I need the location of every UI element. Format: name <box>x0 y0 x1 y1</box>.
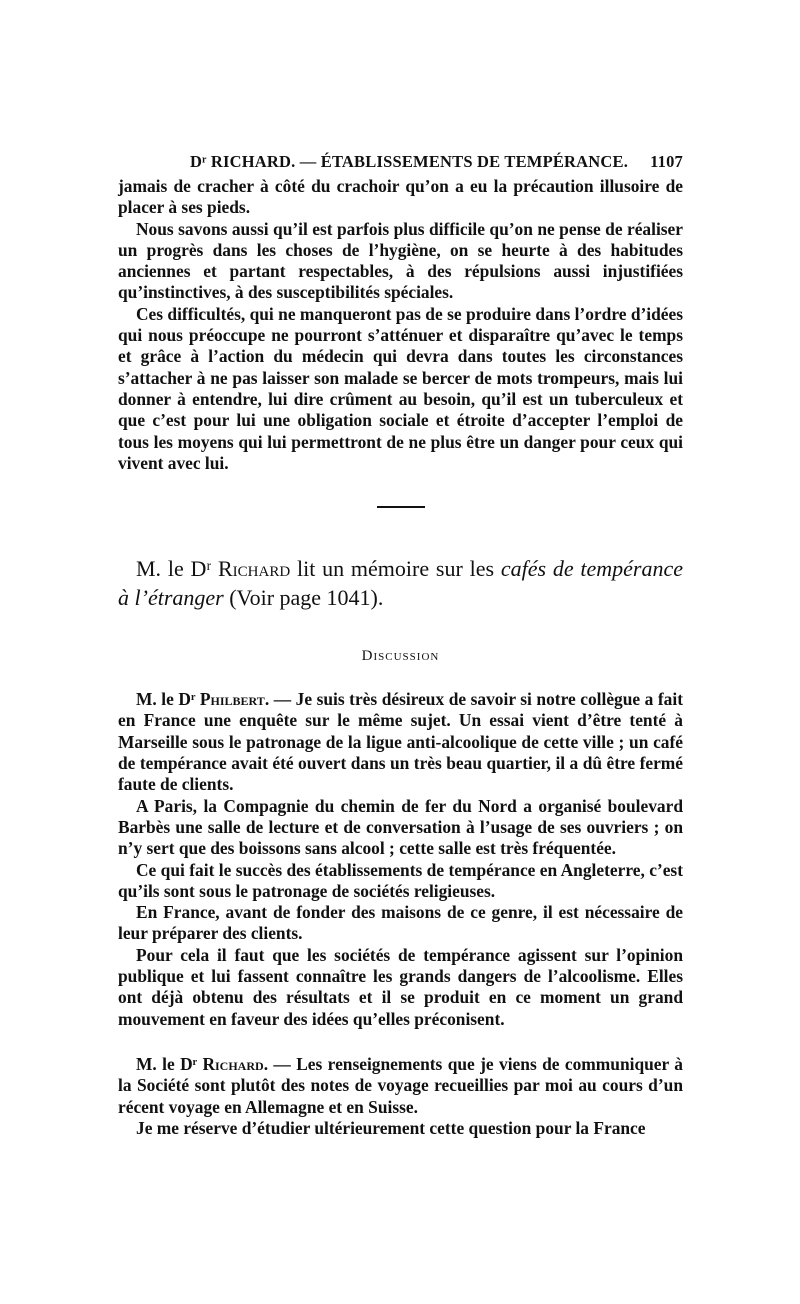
philbert-paragraph: Pour cela il faut que les sociétés de tempérance agissent sur l’opinion publique et lui fassent connaître les grands dangers de l’alcoolisme. Elles ont déjà obtenu des résultats et il se produit en ce moment un grand mouvement en faveur des idées qu’elles préconisent. <box>118 944 683 1029</box>
philbert-prefix: M. le Dʳ <box>136 689 200 710</box>
philbert-first-paragraph <box>118 689 683 795</box>
paragraph-difficulties: Ces difficultés, qui ne manqueront pas de se produire dans l’ordre d’idées qui nous préoccupe ne pourront s’atténuer et disparaître qu’avec le temps et grâce à l’action du médecin qui devra dans toutes les circonstances s’attacher à ne pas laisser son malade se bercer de mots trompeurs, mais lui donner à entendre, lui dire crûment au besoin, qu’il est un tuberculeux et que c’est pour lui une obligation sociale et étroite d’accepter l’emploi de tous les moyens qui lui permettront de ne plus être un danger pour ceux qui vivent avec lui. <box>118 303 683 473</box>
philbert-text: . — Je suis très désireux de savoir si notre collègue a fait en France une enquête sur le même sujet. Un essai vient d’être tenté à Marseille sous le patronage de la ligue anti-alcoolique de cette ville ; un café de tempérance avait été ouvert dans un très beau quartier, il a dû être fermé faute de clients. <box>118 689 684 795</box>
richard-paragraph: Je me réserve d’étudier ultérieurement cette question pour la France <box>136 1117 646 1138</box>
announcement-paragraph <box>118 554 683 612</box>
section-divider <box>377 506 425 508</box>
richard-speech <box>118 1054 683 1139</box>
announcement-suffix: (Voir page 1041). <box>223 585 384 611</box>
page-number: 1107 <box>650 152 683 171</box>
philbert-paragraph: Ce qui fait le succès des établissements de tempérance en Angleterre, c’est qu’ils sont sous le patronage de sociétés religieuses. <box>118 859 683 901</box>
philbert-speech <box>118 689 683 1030</box>
running-header <box>118 152 683 172</box>
philbert-paragraph: A Paris, la Compagnie du chemin de fer du Nord a organisé boulevard Barbès une salle de lecture et de conversation à l’usage de ses ouvriers ; on n’y sert que des boissons sans alcool ; cette salle est très fréquentée. <box>118 795 683 859</box>
header-title: Dʳ RICHARD. — ÉTABLISSEMENTS DE TEMPÉRANCE. <box>190 152 629 171</box>
announcement-middle: lit un mémoire sur les <box>290 556 501 582</box>
philbert-paragraph: En France, avant de fonder des maisons de ce genre, il est nécessaire de leur préparer des clients. <box>118 902 683 944</box>
richard-first-paragraph <box>118 1054 683 1118</box>
richard-prefix: M. le Dʳ <box>136 1053 203 1074</box>
paragraph-continued: jamais de cracher à côté du crachoir qu’on a eu la précaution illusoire de placer à ses pieds. <box>118 176 683 218</box>
announcement-speaker: Richard <box>218 556 291 582</box>
announcement-prefix: M. le Dʳ <box>136 556 218 582</box>
richard-speaker: Richard <box>202 1053 264 1074</box>
paragraph-hygiene: Nous savons aussi qu’il est parfois plus difficile qu’on ne pense de réaliser un progrès dans les choses de l’hygiène, on se heurte à des habitudes anciennes et partant respectables, à des répulsions aussi injustifiées qu’instinctives, à des susceptibilités spéciales. <box>118 218 683 303</box>
announcement-title: cafés de tempérance à l’étranger <box>118 556 684 611</box>
document-page <box>118 152 683 1139</box>
discussion-heading: Discussion <box>361 648 440 665</box>
philbert-speaker: Philbert <box>199 689 265 710</box>
richard-text: . — Les renseignements que je viens de communiquer à la Société sont plutôt des notes de voyage recueillies par moi au cours d’un récent voyage en Allemagne et en Suisse. <box>118 1053 683 1117</box>
